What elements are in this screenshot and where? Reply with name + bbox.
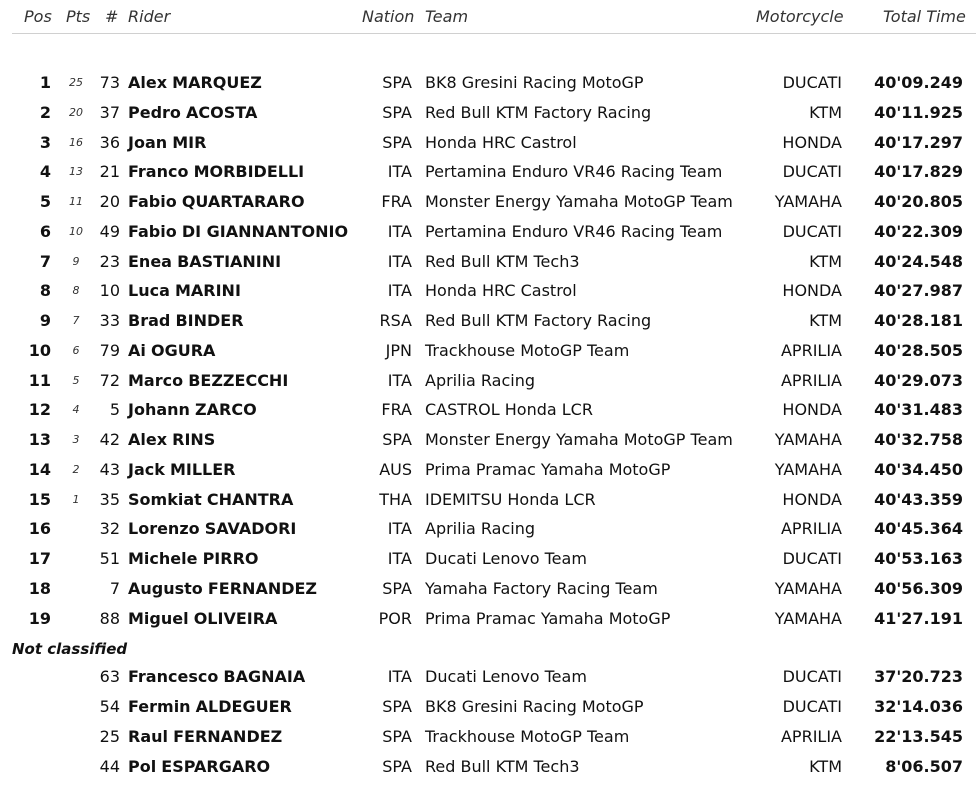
rider-cell [128, 103, 257, 122]
rider-first-name: Jack [128, 459, 165, 479]
rider-cell [128, 133, 206, 152]
motorcycle-cell: DUCATI [782, 73, 842, 92]
number-cell: 79 [99, 340, 120, 360]
header-pts: Pts [66, 7, 91, 26]
pos-cell: 1 [39, 73, 51, 92]
pos-cell: 9 [39, 311, 51, 330]
motorcycle-cell: YAMAHA [774, 459, 842, 479]
rider-last-name: ACOSTA [186, 102, 258, 122]
motorcycle-cell: APRILIA [780, 519, 842, 539]
total-time-cell: 40'20.805 [874, 192, 963, 211]
motorcycle-cell: APRILIA [780, 340, 842, 360]
header-team: Team [425, 7, 469, 26]
pos-cell: 18 [28, 578, 51, 598]
number-cell: 5 [109, 400, 120, 420]
header-pos: Pos [24, 7, 52, 26]
nation-cell: SPA [382, 102, 412, 122]
total-time-cell: 40'53.163 [874, 549, 963, 568]
rider-first-name: Pedro [128, 102, 181, 122]
table-row [0, 545, 976, 574]
motorcycle-cell: HONDA [782, 132, 842, 152]
nation-cell: SPA [382, 430, 412, 449]
rider-last-name: BINDER [175, 311, 244, 330]
rider-last-name: BEZZECCHI [188, 370, 289, 390]
team-cell: Red Bull KTM Tech3 [425, 251, 580, 271]
table-row [0, 69, 976, 98]
rider-last-name: ZARCO [195, 400, 257, 420]
pts-cell: 2 [72, 462, 80, 476]
rider-last-name: MARINI [174, 281, 241, 301]
pos-cell: 7 [39, 251, 51, 271]
team-cell: CASTROL Honda LCR [425, 400, 593, 420]
team-cell: Aprilia Racing [425, 519, 536, 539]
rider-last-name: FERNANDEZ [207, 578, 318, 598]
motorcycle-cell: DUCATI [782, 549, 842, 568]
pts-cell: 16 [69, 135, 83, 149]
rider-cell [128, 281, 241, 300]
rider-last-name: ESPARGARO [161, 757, 271, 776]
number-cell: 49 [99, 221, 120, 241]
rider-last-name: SAVADORI [204, 519, 297, 539]
pos-cell: 13 [28, 430, 51, 449]
motorcycle-cell: HONDA [782, 400, 842, 420]
pos-cell: 15 [28, 489, 51, 509]
number-cell: 72 [99, 370, 120, 390]
pos-cell: 19 [28, 608, 51, 628]
table-row [0, 129, 976, 158]
table-row [0, 307, 976, 336]
rider-first-name: Lorenzo [128, 519, 200, 539]
table-row [0, 693, 976, 722]
number-cell: 33 [99, 311, 120, 330]
rider-first-name: Luca [128, 281, 170, 301]
table-row [0, 218, 976, 247]
table-row [0, 663, 976, 692]
team-cell: Pertamina Enduro VR46 Racing Team [425, 221, 723, 241]
number-cell: 23 [99, 251, 120, 271]
total-time-cell: 40'29.073 [874, 370, 963, 390]
nation-cell: AUS [379, 459, 412, 479]
rider-last-name: RINS [172, 430, 216, 449]
table-row [0, 277, 976, 306]
nation-cell: SPA [382, 697, 412, 716]
total-time-cell: 40'27.987 [874, 281, 963, 301]
rider-first-name: Marco [128, 370, 184, 390]
total-time-cell: 40'28.505 [874, 340, 963, 360]
nation-cell: SPA [382, 578, 412, 598]
rider-last-name: ALDEGUER [195, 697, 292, 716]
rider-first-name: Raul [128, 727, 168, 746]
nation-cell: SPA [382, 73, 412, 92]
header-total-time: Total Time [883, 7, 966, 26]
rider-last-name: FERNANDEZ [173, 727, 283, 746]
rider-cell [128, 252, 281, 271]
rider-first-name: Joan [128, 132, 168, 152]
rider-last-name: MORBIDELLI [193, 162, 305, 182]
nation-cell: ITA [387, 519, 412, 539]
rider-last-name: BAGNAIA [223, 667, 306, 686]
total-time-cell: 8'06.507 [885, 757, 963, 776]
nation-cell: THA [379, 489, 412, 509]
table-row [0, 515, 976, 544]
rider-first-name: Miguel [128, 608, 189, 628]
pos-cell: 10 [28, 340, 51, 360]
rider-first-name: Michele [128, 549, 198, 568]
rider-first-name: Alex [128, 73, 168, 92]
number-cell: 7 [109, 578, 120, 598]
total-time-cell: 40'31.483 [874, 400, 963, 420]
table-row [0, 753, 976, 782]
pos-cell: 11 [28, 370, 51, 390]
motorcycle-cell: APRILIA [780, 370, 842, 390]
rider-last-name: OLIVEIRA [193, 608, 278, 628]
motorcycle-cell: YAMAHA [774, 430, 842, 449]
team-cell: Monster Energy Yamaha MotoGP Team [425, 430, 733, 449]
pts-cell: 10 [69, 224, 83, 238]
rider-first-name: Ai [128, 340, 146, 360]
pts-cell: 4 [72, 403, 80, 417]
nation-cell: ITA [387, 667, 412, 686]
nation-cell: ITA [387, 549, 412, 568]
rider-last-name: MARQUEZ [172, 73, 262, 92]
table-row [0, 723, 976, 752]
number-cell: 51 [99, 549, 120, 568]
rider-cell [128, 579, 317, 598]
total-time-cell: 40'56.309 [874, 578, 963, 598]
rider-last-name: MIR [172, 132, 207, 152]
total-time-cell: 40'17.829 [874, 162, 963, 182]
table-row [0, 188, 976, 217]
motorcycle-cell: DUCATI [782, 667, 842, 686]
rider-first-name: Augusto [128, 578, 203, 598]
pts-cell: 6 [72, 343, 80, 357]
rider-cell [128, 519, 296, 538]
pos-cell: 14 [28, 459, 51, 479]
rider-first-name: Fabio [128, 192, 177, 211]
motorcycle-cell: KTM [809, 311, 842, 330]
table-row [0, 396, 976, 425]
number-cell: 73 [99, 73, 120, 92]
rider-cell [128, 549, 258, 568]
total-time-cell: 40'32.758 [874, 430, 963, 449]
number-cell: 10 [99, 281, 120, 301]
rider-cell [128, 192, 305, 211]
number-cell: 37 [99, 102, 120, 122]
total-time-cell: 41'27.191 [874, 608, 963, 628]
rider-cell [128, 667, 305, 686]
pts-cell: 13 [69, 165, 83, 179]
nation-cell: SPA [382, 757, 412, 776]
pts-cell: 8 [72, 284, 80, 298]
pts-cell: 3 [72, 433, 80, 446]
rider-first-name: Somkiat [128, 489, 202, 509]
team-cell: BK8 Gresini Racing MotoGP [425, 697, 644, 716]
pts-cell: 20 [69, 105, 83, 119]
rider-cell [128, 371, 288, 390]
table-row [0, 367, 976, 396]
motorcycle-cell: YAMAHA [774, 578, 842, 598]
number-cell: 88 [99, 608, 120, 628]
table-row [0, 426, 976, 455]
rider-cell [128, 400, 257, 419]
rider-first-name: Fermin [128, 697, 191, 716]
header-motorcycle: Motorcycle [756, 7, 844, 26]
total-time-cell: 40'34.450 [874, 459, 963, 479]
team-cell: Ducati Lenovo Team [425, 667, 587, 686]
pts-cell: 1 [72, 492, 80, 506]
rider-first-name: Francesco [128, 667, 219, 686]
header-rider: Rider [128, 7, 171, 26]
table-row [0, 605, 976, 634]
number-cell: 21 [99, 162, 120, 182]
total-time-cell: 40'17.297 [874, 132, 963, 152]
rider-last-name: OGURA [150, 340, 216, 360]
number-cell: 43 [99, 459, 120, 479]
pos-cell: 6 [39, 221, 51, 241]
team-cell: Pertamina Enduro VR46 Racing Team [425, 162, 723, 182]
rider-cell [128, 162, 304, 181]
motorcycle-cell: DUCATI [782, 162, 842, 182]
pts-cell: 5 [72, 373, 80, 387]
rider-first-name: Enea [128, 251, 172, 271]
motorcycle-cell: DUCATI [782, 697, 842, 716]
total-time-cell: 40'28.181 [874, 311, 963, 330]
rider-cell [128, 311, 244, 330]
pts-cell: 25 [69, 76, 83, 89]
number-cell: 35 [99, 489, 120, 509]
results-header [0, 0, 976, 34]
number-cell: 42 [99, 430, 120, 449]
pos-cell: 4 [39, 162, 51, 182]
pos-cell: 5 [39, 192, 51, 211]
team-cell: Honda HRC Castrol [425, 281, 577, 301]
total-time-cell: 37'20.723 [874, 667, 963, 686]
motorcycle-cell: HONDA [782, 489, 842, 509]
team-cell: Red Bull KTM Factory Racing [425, 102, 652, 122]
pos-cell: 12 [28, 400, 51, 420]
number-cell: 32 [99, 519, 120, 539]
team-cell: Yamaha Factory Racing Team [425, 578, 658, 598]
motorcycle-cell: KTM [809, 102, 842, 122]
rider-first-name: Pol [128, 757, 157, 776]
pts-cell: 9 [72, 254, 80, 268]
team-cell: Trackhouse MotoGP Team [425, 727, 630, 746]
number-cell: 44 [99, 757, 120, 776]
rider-cell [128, 727, 282, 746]
table-row [0, 248, 976, 277]
pos-cell: 3 [39, 132, 51, 152]
table-row [0, 486, 976, 515]
table-row [0, 337, 976, 366]
table-row [0, 575, 976, 604]
pts-cell: 11 [69, 195, 83, 208]
motorcycle-cell: APRILIA [780, 727, 842, 746]
team-cell: Prima Pramac Yamaha MotoGP [425, 459, 671, 479]
team-cell: Trackhouse MotoGP Team [425, 340, 630, 360]
rider-cell [128, 341, 215, 360]
nation-cell: RSA [379, 311, 412, 330]
motorcycle-cell: HONDA [782, 281, 842, 301]
pos-cell: 16 [28, 519, 51, 539]
table-row [0, 158, 976, 187]
header-num: # [105, 7, 119, 26]
number-cell: 20 [99, 192, 120, 211]
rider-last-name: CHANTRA [206, 489, 294, 509]
nation-cell: ITA [387, 221, 412, 241]
motorcycle-cell: YAMAHA [774, 608, 842, 628]
rider-cell [128, 490, 293, 509]
team-cell: Red Bull KTM Tech3 [425, 757, 580, 776]
team-cell: Prima Pramac Yamaha MotoGP [425, 608, 671, 628]
rider-last-name: DI GIANNANTONIO [181, 221, 349, 241]
rider-first-name: Franco [128, 162, 189, 182]
rider-last-name: BASTIANINI [177, 251, 282, 271]
pos-cell: 2 [39, 102, 51, 122]
nation-cell: ITA [387, 370, 412, 390]
total-time-cell: 40'11.925 [874, 102, 963, 122]
rider-last-name: PIRRO [202, 549, 259, 568]
rider-cell [128, 460, 235, 479]
total-time-cell: 32'14.036 [874, 697, 963, 716]
team-cell: Red Bull KTM Factory Racing [425, 311, 652, 330]
pos-cell: 8 [39, 281, 51, 301]
rider-cell [128, 430, 215, 449]
motorcycle-cell: YAMAHA [774, 192, 842, 211]
table-row [0, 456, 976, 485]
rider-cell [128, 222, 348, 241]
rider-cell [128, 697, 292, 716]
total-time-cell: 40'24.548 [874, 251, 963, 271]
team-cell: Ducati Lenovo Team [425, 549, 587, 568]
number-cell: 25 [99, 727, 120, 746]
rider-cell [128, 757, 270, 776]
team-cell: Honda HRC Castrol [425, 132, 577, 152]
motorcycle-cell: KTM [809, 251, 842, 271]
nation-cell: POR [378, 608, 412, 628]
nation-cell: SPA [382, 132, 412, 152]
nation-cell: FRA [381, 192, 412, 211]
number-cell: 36 [99, 132, 120, 152]
rider-cell [128, 73, 262, 92]
total-time-cell: 40'43.359 [874, 489, 963, 509]
nation-cell: ITA [387, 281, 412, 301]
total-time-cell: 40'22.309 [874, 221, 963, 241]
number-cell: 63 [99, 667, 120, 686]
nation-cell: ITA [387, 162, 412, 182]
motorcycle-cell: DUCATI [782, 221, 842, 241]
team-cell: IDEMITSU Honda LCR [425, 489, 596, 509]
rider-first-name: Brad [128, 311, 171, 330]
total-time-cell: 22'13.545 [874, 727, 963, 746]
pos-cell: 17 [28, 549, 51, 568]
nation-cell: JPN [385, 340, 412, 360]
total-time-cell: 40'45.364 [874, 519, 963, 539]
header-divider [12, 33, 976, 34]
number-cell: 54 [99, 697, 120, 716]
nation-cell: FRA [381, 400, 412, 420]
team-cell: Aprilia Racing [425, 370, 536, 390]
pts-cell: 7 [72, 314, 80, 327]
rider-cell [128, 609, 277, 628]
rider-first-name: Fabio [128, 221, 177, 241]
total-time-cell: 40'09.249 [874, 73, 963, 92]
rider-first-name: Alex [128, 430, 168, 449]
rider-last-name: MILLER [169, 459, 236, 479]
not-classified-label: Not classified [12, 640, 128, 658]
nation-cell: ITA [387, 251, 412, 271]
rider-last-name: QUARTARARO [181, 192, 305, 211]
nation-cell: SPA [382, 727, 412, 746]
team-cell: BK8 Gresini Racing MotoGP [425, 73, 644, 92]
rider-first-name: Johann [128, 400, 190, 420]
team-cell: Monster Energy Yamaha MotoGP Team [425, 192, 733, 211]
header-nation: Nation [362, 7, 415, 26]
table-row [0, 99, 976, 128]
motorcycle-cell: KTM [809, 757, 842, 776]
